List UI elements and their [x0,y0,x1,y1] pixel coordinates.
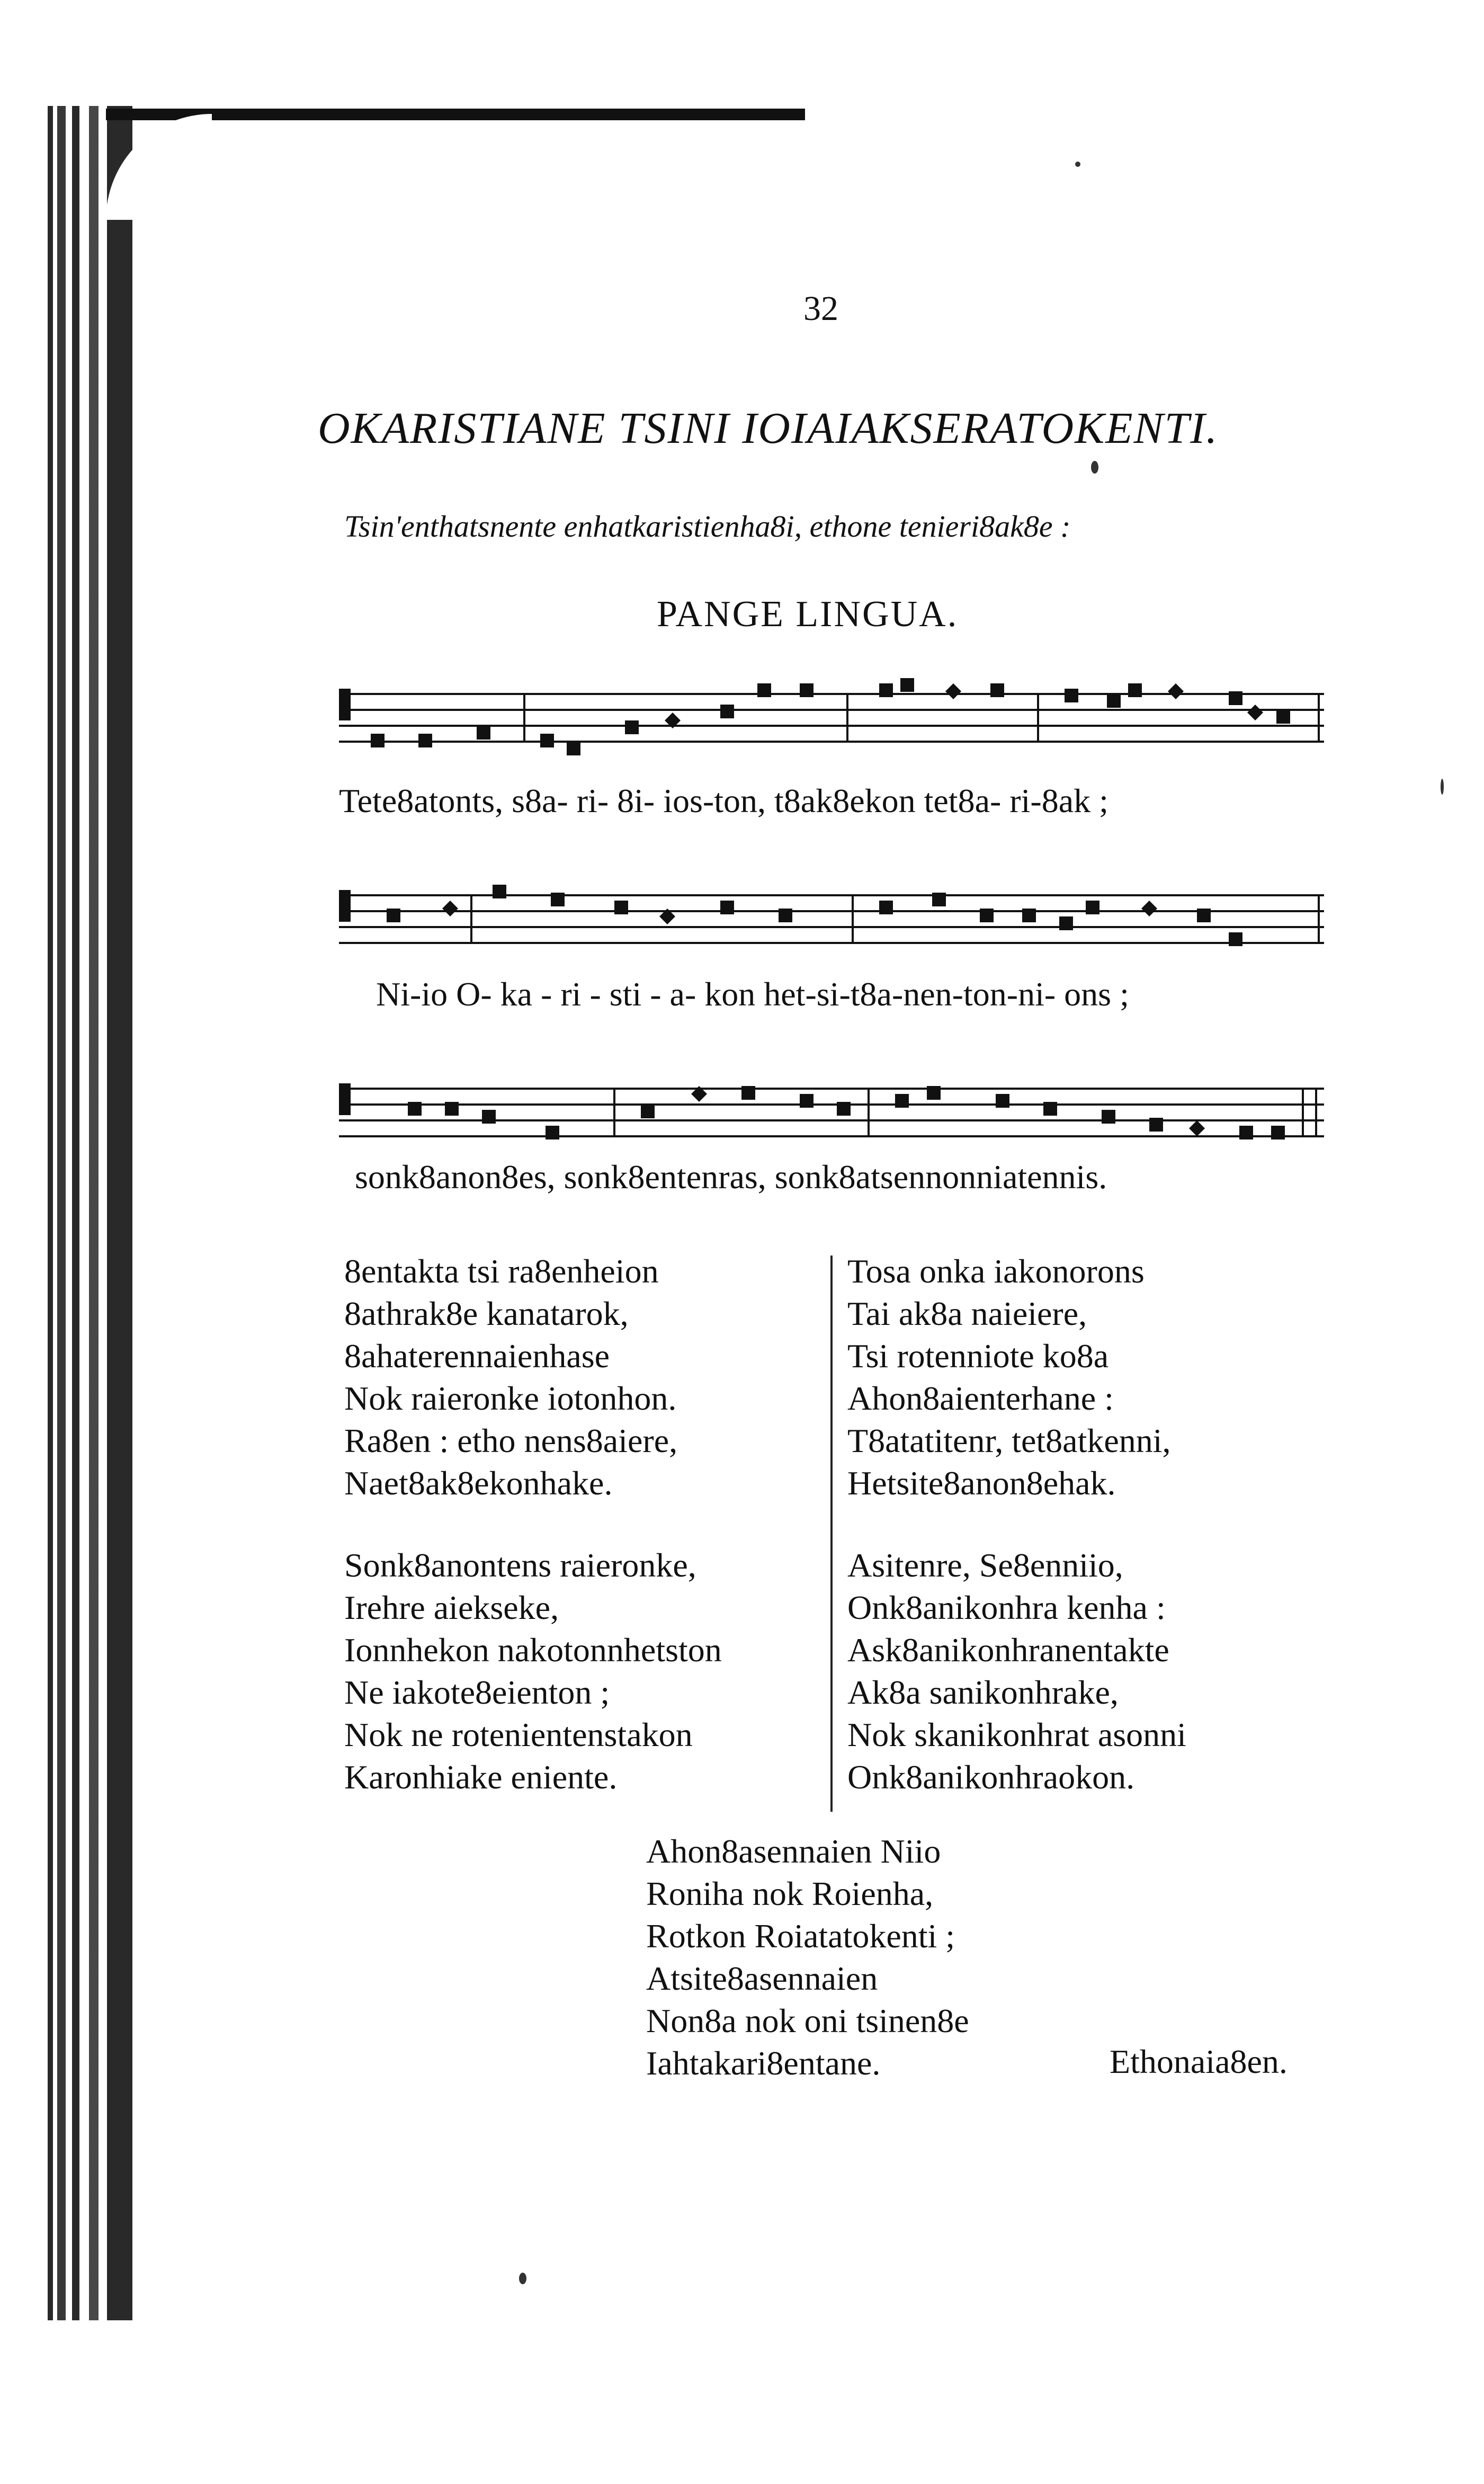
lyrics-line-3: sonk8anon8es, sonk8entenras, sonk8atsennonniatennis. [355,1158,1107,1196]
lyrics-line-1: Tete8atonts, s8a- ri- 8i- ios-ton, t8ak8ekon tet8a- ri-8ak ; [339,782,1108,820]
verse-line: Ne iakote8eienton ; [344,1673,610,1711]
verse-line: Ahon8asennaien Niio [646,1832,941,1870]
verse-line: Irehre aiekseke, [344,1589,559,1626]
verse-line: 8entakta tsi ra8enheion [344,1252,659,1290]
hymn-title: PANGE LINGUA. [657,594,959,635]
ink-speck [1441,779,1444,795]
page-title: OKARISTIANE TSINI IOIAIAKSERATOKENTI. [318,404,1219,453]
verse-line: Iahtakari8entane. [646,2044,881,2082]
stanza-right-1 [847,1250,1171,1504]
stanza-left-2 [344,1544,722,1799]
verse-line: Hetsite8anon8ehak. [847,1464,1116,1502]
verse-line: Nok ne rotenientenstakon [344,1716,693,1753]
stanza-doxology [646,1830,969,2085]
ink-speck [1091,461,1098,474]
page-number: 32 [803,289,838,328]
verse-line: Roniha nok Roienha, [646,1875,934,1912]
verse-line: Nok raieronke iotonhon. [344,1379,677,1417]
lyrics-line-2: Ni-io O- ka - ri - sti - a- kon het-si-t8a-nen-ton-ni- ons ; [376,975,1129,1013]
verse-line: Tai ak8a naieiere, [847,1295,1087,1332]
ink-speck [519,2273,526,2284]
verse-line: Nok skanikonhrat asonni [847,1716,1186,1753]
verse-line: Onk8anikonhra kenha : [847,1589,1166,1626]
verse-line: Ak8a sanikonhrake, [847,1673,1119,1711]
verse-line: 8ahaterennaienhase [344,1337,610,1375]
column-divider [830,1256,833,1812]
stanza-right-2 [847,1544,1186,1799]
verse-line: 8athrak8e kanatarok, [344,1295,629,1332]
stanza-left-1 [344,1250,677,1504]
verse-line: Tsi rotenniote ko8a [847,1337,1109,1375]
verse-line: Karonhiake eniente. [344,1758,618,1796]
verse-line: Non8a nok oni tsinen8e [646,2002,969,2040]
music-staff-2 [339,879,1324,959]
verse-line: T8atatitenr, tet8atkenni, [847,1422,1171,1459]
music-staff-1 [339,678,1324,758]
music-staff-3 [339,1073,1324,1152]
page-binding-edge [48,106,132,2320]
verse-line: Asitenre, Se8enniio, [847,1546,1123,1584]
verse-line: Rotkon Roiatatokenti ; [646,1917,955,1955]
verse-line: Atsite8asennaien [646,1960,878,1997]
verse-line: Sonk8anontens raieronke, [344,1546,696,1584]
verse-line: Onk8anikonhraokon. [847,1758,1135,1796]
verse-line: Naet8ak8ekonhake. [344,1464,613,1502]
ink-speck [1075,162,1080,167]
amen-text: Ethonaia8en. [1110,2043,1288,2080]
verse-line: Tosa onka iakonorons [847,1252,1145,1290]
page-subtitle: Tsin'enthatsnente enhatkaristienha8i, ethone tenieri8ak8e : [344,509,1071,544]
verse-line: Ionnhekon nakotonnhetston [344,1631,722,1669]
verse-line: Ask8anikonhranentakte [847,1631,1169,1669]
verse-line: Ra8en : etho nens8aiere, [344,1422,678,1459]
verse-line: Ahon8aienterhane : [847,1379,1114,1417]
